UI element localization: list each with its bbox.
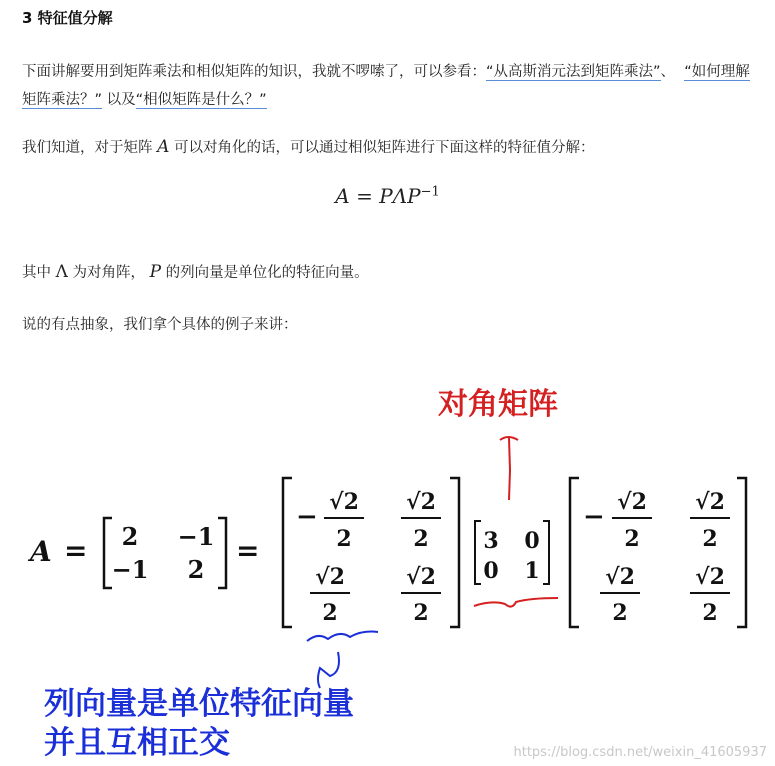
diagonalization-paragraph: [22, 133, 595, 162]
diagonal-matrix-label: 对角矩阵: [438, 387, 558, 422]
red-underline: [474, 598, 558, 607]
matP-21-den: 2: [322, 600, 338, 626]
matPi-12-den: 2: [702, 526, 718, 552]
link-similar-matrix[interactable]: “相似矩阵是什么？”: [135, 92, 267, 108]
para3-pre: 其中: [22, 265, 51, 281]
section-heading: 3 特征值分解: [22, 9, 113, 27]
intro-paragraph: [22, 58, 762, 114]
matP-12-num: √2: [406, 489, 436, 515]
watermark: https://blog.csdn.net/weixin_41605937: [513, 745, 767, 760]
formula-lhs: A: [335, 184, 350, 208]
unit-eigenvector-label-1: 列向量是单位特征向量: [44, 686, 354, 722]
matrix-P-inverse: [570, 478, 746, 627]
matP-22-num: √2: [406, 564, 436, 590]
matPi-21-den: 2: [612, 600, 628, 626]
para3-mid: 为对角阵，: [72, 265, 145, 281]
matP-22-den: 2: [413, 600, 429, 626]
example-intro: 说的有点抽象，我们拿个具体的例子来讲：: [22, 317, 298, 333]
matP-11-num: √2: [329, 489, 359, 515]
blue-annotation: [44, 632, 378, 761]
matD-12: 0: [524, 528, 540, 554]
matrix-A: [104, 518, 226, 588]
matA-22: 2: [187, 555, 205, 584]
matA-12: −1: [177, 522, 215, 551]
example-lhs: A: [30, 535, 52, 568]
matD-22: 1: [524, 558, 540, 584]
formula-rhs: PΛP: [379, 184, 421, 208]
var-A: A: [157, 137, 170, 157]
unit-eigenvector-label-2: 并且互相正交: [44, 725, 230, 761]
intro-text: 下面讲解要用到矩阵乘法和相似矩阵的知识，我就不啰嗦了，可以参看：: [22, 64, 486, 80]
matPi-21-num: √2: [605, 564, 635, 590]
decomposition-formula: [0, 184, 775, 208]
blue-arrow: [318, 652, 339, 688]
formula-sup: −1: [420, 184, 440, 200]
matA-21: −1: [111, 555, 149, 584]
link-gaussian-elimination[interactable]: “从高斯消元法到矩阵乘法”: [486, 64, 661, 80]
matPi-22-num: √2: [695, 564, 725, 590]
para2-post: 可以对角化的话，可以通过相似矩阵进行下面这样的特征值分解：: [174, 140, 595, 156]
red-arrow-line: [509, 438, 510, 500]
var-P: P: [149, 262, 162, 282]
and-text: 以及: [106, 92, 136, 108]
matA-11: 2: [121, 522, 139, 551]
example-figure: [0, 370, 775, 766]
matP-minus: −: [296, 502, 318, 532]
blue-squiggle: [307, 632, 378, 641]
matP-12-den: 2: [413, 526, 429, 552]
matP-11-den: 2: [336, 526, 352, 552]
matPi-11-den: 2: [624, 526, 640, 552]
matrix-P: [283, 478, 459, 627]
lambda-paragraph: [22, 258, 369, 287]
matD-21: 0: [483, 558, 499, 584]
link-matrix-multiplication[interactable]: “如何理解矩阵乘法？”: [22, 64, 750, 108]
formula-eq: =: [356, 184, 373, 208]
var-lambda: Λ: [55, 262, 68, 282]
matPi-minus: −: [583, 502, 605, 532]
matPi-12-num: √2: [695, 489, 725, 515]
matPi-22-den: 2: [702, 600, 718, 626]
matD-11: 3: [483, 528, 499, 554]
para3-post: 的列向量是单位化的特征向量。: [165, 265, 369, 281]
example-eq2: =: [236, 534, 260, 567]
separator: 、: [660, 64, 676, 80]
matP-21-num: √2: [315, 564, 345, 590]
matrix-diagonal: [475, 521, 549, 584]
example-eq1: =: [64, 534, 88, 567]
para2-pre: 我们知道，对于矩阵: [22, 140, 153, 156]
matPi-11-num: √2: [617, 489, 647, 515]
